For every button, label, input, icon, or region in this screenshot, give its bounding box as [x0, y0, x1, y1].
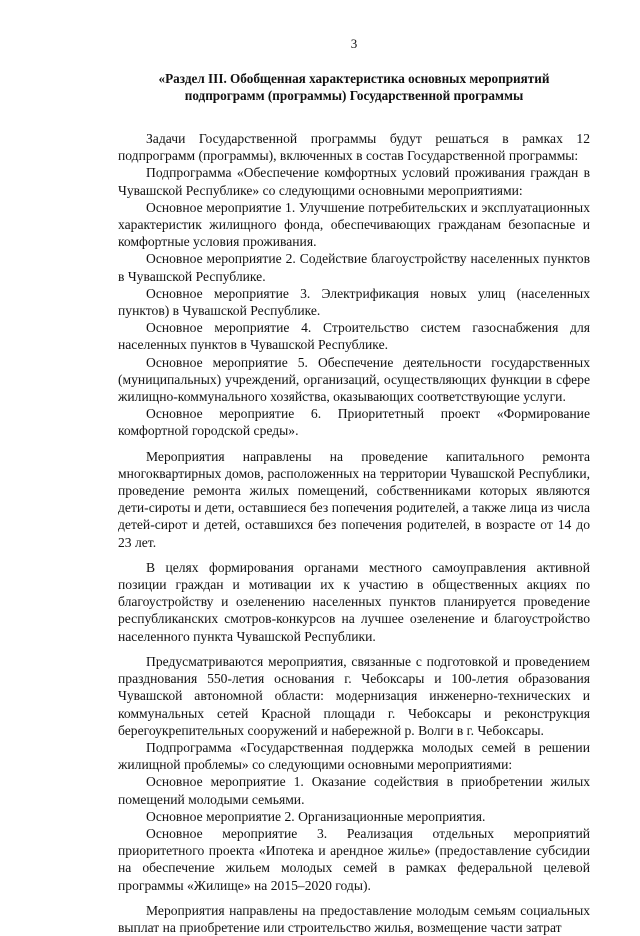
paragraph: Основное мероприятие 4. Строительство систем газоснабжения для населенных пунктов в Чувашской Республике.: [118, 320, 590, 353]
paragraph: Основное мероприятие 6. Приоритетный проект «Формирование комфортной городской среды».: [118, 406, 590, 439]
page-number: 3: [350, 36, 358, 51]
document-body: [118, 130, 590, 936]
paragraph: Основное мероприятие 5. Обеспечение деятельности государственных (муниципальных) учреждений, организаций, осуществляющих функции в сфере жилищно-коммунального хозяйства, оказывающих соответствующие услуги.: [118, 354, 590, 405]
paragraph: Основное мероприятие 1. Оказание содействия в приобретении жилых помещений молодыми семьями.: [118, 774, 590, 807]
paragraph: Основное мероприятие 1. Улучшение потребительских и эксплуатационных характеристик жилищного фонда, обеспечивающих гражданам безопасные и комфортные условия проживания.: [118, 199, 590, 250]
paragraph: В целях формирования органами местного самоуправления активной позиции граждан и мотивации их к участию в общественных акциях по благоустройству и озеленению населенных пунктов планируется проведение республиканских смотров-конкурсов на лучшее озеленение и благоустройство населенного пункта Чувашской Республики.: [118, 559, 590, 644]
section-heading-line-1: «Раздел III. Обобщенная характеристика основных мероприятий: [158, 71, 550, 86]
section-heading-line-2: подпрограмм (программы) Государственной программы: [184, 88, 524, 103]
paragraph: Основное мероприятие 2. Содействие благоустройству населенных пунктов в Чувашской Республике.: [118, 251, 590, 284]
paragraph: Основное мероприятие 3. Реализация отдельных мероприятий приоритетного проекта «Ипотека и арендное жилье» (предоставление субсидии на обеспечение жильем молодых семей в рамках федеральной целевой программы «Жилище» на 2015–2020 годы).: [118, 825, 590, 893]
paragraph: Предусматриваются мероприятия, связанные с подготовкой и проведением празднования 550-летия основания г. Чебоксары и 100-летия образования Чувашской автономной области: модернизация инженерно-технических и коммунальных сетей Красной площади г. Чебоксары и реконструкция берегоукрепительных сооружений и набережной р. Волги в г. Чебоксары.: [118, 653, 590, 738]
paragraph: Основное мероприятие 3. Электрификация новых улиц (населенных пунктов) в Чувашской Республике.: [118, 285, 590, 319]
paragraph: Мероприятия направлены на предоставление молодым семьям социальных выплат на приобретение или строительство жилья, возмещение части затрат: [118, 902, 590, 935]
paragraph: Задачи Государственной программы будут решаться в рамках 12 подпрограмм (программы), включенных в состав Государственной программы:: [118, 131, 590, 164]
paragraph: Подпрограмма «Обеспечение комфортных условий проживания граждан в Чувашской Республике» со следующими основными мероприятиями:: [118, 165, 590, 198]
paragraph: Основное мероприятие 2. Организационные мероприятия.: [146, 808, 486, 824]
paragraph: Подпрограмма «Государственная поддержка молодых семей в решении жилищной проблемы» со следующими основными мероприятиями:: [118, 739, 590, 773]
section-heading: [118, 70, 590, 104]
paragraph: Мероприятия направлены на проведение капитального ремонта многоквартирных домов, расположенных на территории Чувашской Республики, проведение ремонта жилых помещений, собственниками которых являются дети-сироты и дети, оставшиеся без попечения родителей, а также лица из числа детей-сирот и детей, оставшихся без попечения родителей, в возрасте от 14 до 23 лет.: [118, 448, 590, 550]
